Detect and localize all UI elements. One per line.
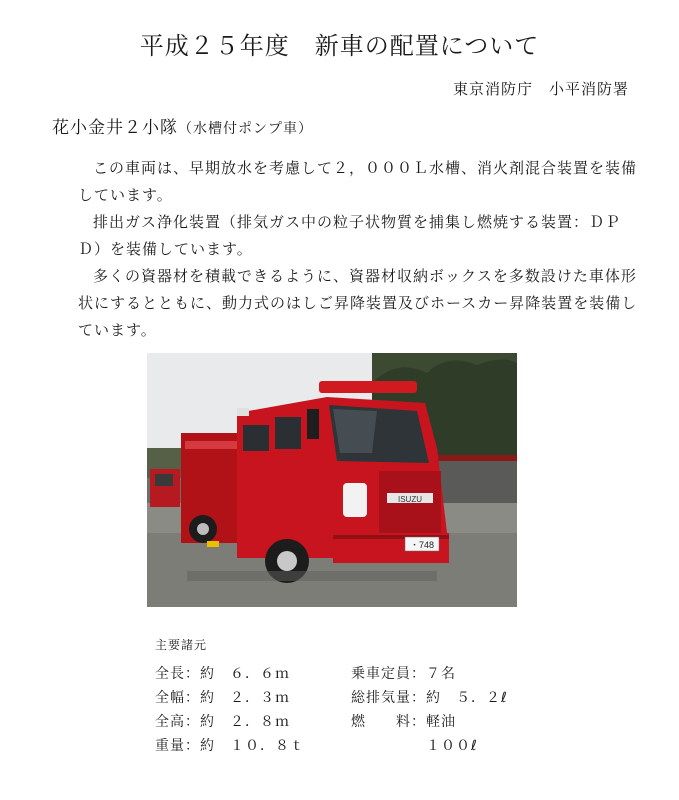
spec-left: 重量：約 １０．８ｔ	[155, 738, 305, 754]
description	[78, 155, 638, 344]
spec-right: 燃 料：軽油	[351, 714, 456, 730]
spec-left: 全高：約 ２．８ｍ	[155, 714, 290, 730]
cab-badge: ISUZU	[398, 495, 422, 504]
unit-type: （水槽付ポンプ車）	[178, 121, 313, 137]
unit-heading	[52, 113, 313, 138]
spec-left: 全長：約 ６．６ｍ	[155, 666, 290, 682]
spec-right: 乗車定員：７名	[351, 666, 456, 682]
spec-row	[155, 735, 555, 759]
spec-row	[155, 687, 555, 711]
specifications	[155, 636, 555, 759]
paragraph: 排出ガス浄化装置（排気ガス中の粒子状物質を捕集し燃焼する装置：ＤＰＤ）を装備しています。	[78, 213, 622, 258]
spec-right: 総排気量：約 ５．２ℓ	[351, 690, 508, 706]
fire-truck-illustration	[147, 353, 517, 607]
page-title: 平成２５年度 新車の配置について	[139, 32, 540, 60]
license-plate: ・748	[409, 540, 435, 550]
paragraph: 多くの資器材を積載できるように、資器材収納ボックスを多数設けた車体形状にするとともに、動力式のはしご昇降装置及びホースカー昇降装置を装備しています。	[78, 267, 638, 339]
spec-right: １００ℓ	[351, 738, 478, 754]
fire-truck-photo	[147, 353, 517, 607]
spec-row	[155, 711, 555, 735]
specs-heading: 主要諸元	[155, 638, 208, 652]
organization: 東京消防庁 小平消防署	[452, 80, 629, 98]
paragraph: この車両は、早期放水を考慮して２，０００Ｌ水槽、消火剤混合装置を装備しています。	[78, 159, 638, 204]
spec-row	[155, 663, 555, 687]
spec-left: 全幅：約 ２．３ｍ	[155, 690, 290, 706]
unit-name: 花小金井２小隊	[52, 118, 178, 138]
